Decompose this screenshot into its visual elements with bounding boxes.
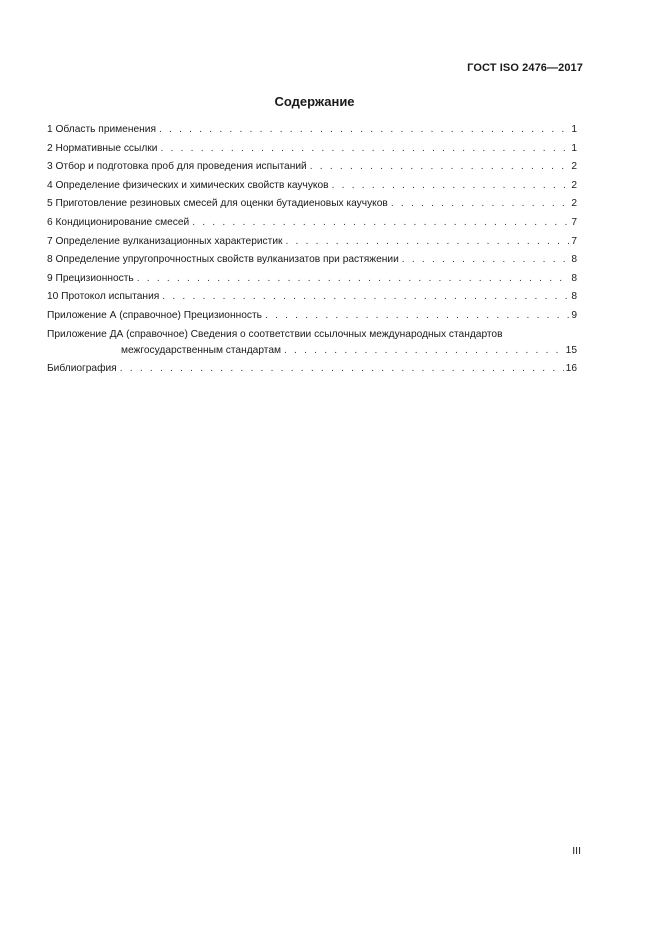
toc-entry-label: 6 Кондиционирование смесей <box>47 216 190 228</box>
toc-entry[interactable] <box>47 124 577 143</box>
toc-entry-appendix-da[interactable] <box>47 329 577 364</box>
toc-entry-page: 7 <box>571 235 577 247</box>
toc-leader-dots <box>332 180 570 191</box>
toc-entry-label: 7 Определение вулканизационных характеристик <box>47 235 283 247</box>
toc-entry[interactable] <box>47 217 577 236</box>
toc-leader-dots <box>160 143 569 154</box>
toc-entry-page: 8 <box>571 254 577 266</box>
toc-entry-page: 8 <box>571 291 577 303</box>
toc-leader-dots <box>265 310 569 321</box>
page-number: III <box>572 845 581 857</box>
toc-entry-page: 1 <box>571 124 577 135</box>
toc-entry-label: 9 Прецизионность <box>47 272 134 284</box>
toc-leader-dots <box>310 161 570 172</box>
table-of-contents <box>47 124 577 382</box>
toc-entry[interactable] <box>47 143 577 162</box>
toc-entry-label: 3 Отбор и подготовка проб для проведения испытаний <box>47 161 307 173</box>
toc-entry[interactable] <box>47 180 577 199</box>
toc-entry[interactable] <box>47 161 577 180</box>
toc-entry-label: 5 Приготовление резиновых смесей для оценки бутадиеновых каучуков <box>47 198 388 210</box>
toc-entry[interactable] <box>47 273 577 292</box>
document-code: ГОСТ ISO 2476—2017 <box>467 62 583 74</box>
toc-leader-dots <box>402 254 570 265</box>
toc-leader-dots <box>120 363 564 374</box>
toc-entry-bibliography[interactable] <box>47 363 577 382</box>
toc-leader-dots <box>284 345 564 356</box>
toc-entry[interactable] <box>47 310 577 329</box>
toc-entry-line <box>47 345 577 364</box>
toc-entry-page: 16 <box>565 363 577 375</box>
toc-entry-label: Приложение ДА (справочное) Сведения о соответствии ссылочных международных стандартов <box>47 328 503 340</box>
toc-entry[interactable] <box>47 254 577 273</box>
toc-entry-page: 9 <box>571 309 577 321</box>
toc-entry-label: 8 Определение упругопрочностных свойств вулканизатов при растяжении <box>47 254 399 266</box>
toc-entry-label: 10 Протокол испытания <box>47 291 160 303</box>
toc-entry[interactable] <box>47 198 577 217</box>
toc-entry-page: 2 <box>571 198 577 210</box>
toc-entry-page: 7 <box>571 216 577 228</box>
toc-entry[interactable] <box>47 236 577 255</box>
toc-entry-page: 15 <box>565 344 577 356</box>
toc-leader-dots <box>162 291 569 302</box>
toc-entry-page: 8 <box>571 272 577 284</box>
toc-entry-page: 2 <box>571 161 577 173</box>
toc-leader-dots <box>159 124 569 135</box>
toc-entry-page: 1 <box>571 142 577 154</box>
toc-entry-label: Приложение А (справочное) Прецизионность <box>47 309 262 321</box>
toc-entry-label: 2 Нормативные ссылки <box>47 142 158 154</box>
toc-leader-dots <box>391 198 569 209</box>
toc-leader-dots <box>192 217 569 228</box>
toc-entry-label: 1 Область применения <box>47 124 156 135</box>
toc-entry-label: 4 Определение физических и химических свойств каучуков <box>47 179 329 191</box>
toc-title: Содержание <box>274 94 355 109</box>
toc-entry-page: 2 <box>571 179 577 191</box>
toc-entry-label: Библиография <box>47 363 117 375</box>
toc-leader-dots <box>137 273 570 284</box>
toc-leader-dots <box>285 236 569 247</box>
toc-entry[interactable] <box>47 291 577 310</box>
toc-entry-line <box>47 329 577 345</box>
toc-entry-label-continued: межгосударственным стандартам <box>121 344 281 356</box>
